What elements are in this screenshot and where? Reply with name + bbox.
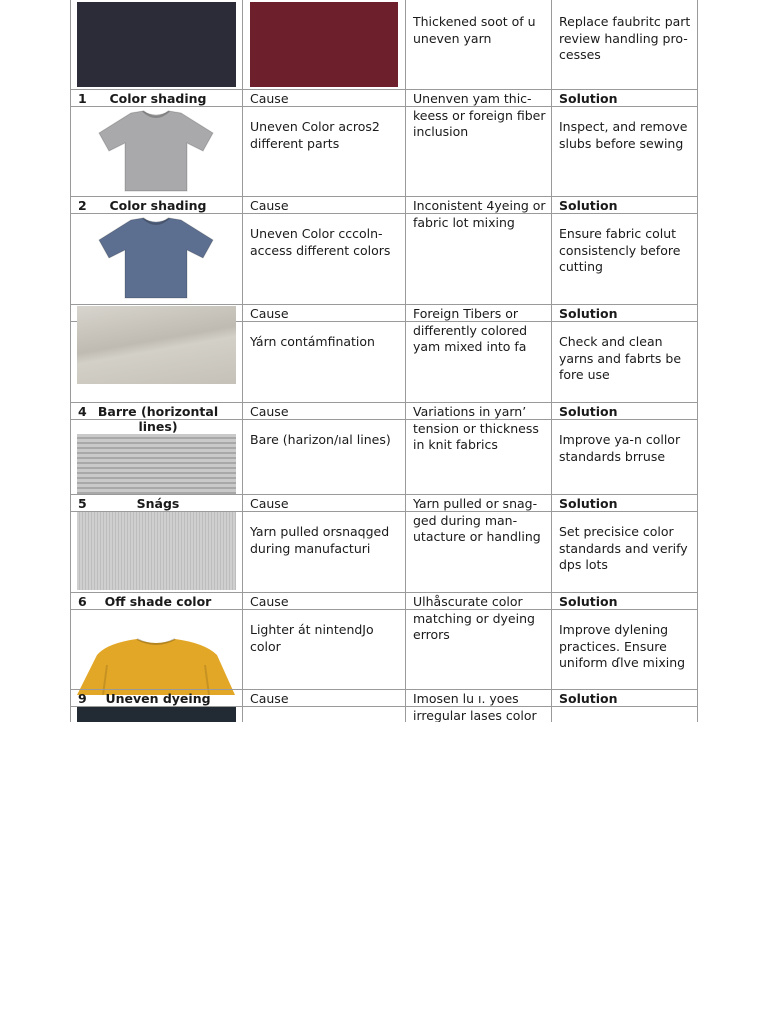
- solution-label: Solution: [559, 198, 618, 213]
- solution-text: Check and clean yarns and fabrts be fore use: [559, 334, 682, 382]
- cause-description: Yárn contámfination: [250, 334, 375, 349]
- cause-label: Cause: [250, 306, 289, 321]
- grey-tshirt-image: [91, 109, 221, 193]
- grey-knit-image: [77, 512, 236, 590]
- top-cause-text: Thickened soot of u uneven yarn: [413, 14, 536, 46]
- cause-explanation: Imosen lu ı. yoes irregular lases color: [413, 691, 537, 723]
- cause-description: Lighter át nintendJo color: [250, 622, 374, 654]
- cause-description: Uneven Color acros2 different parts: [250, 119, 380, 151]
- cause-explanation: Ulhåscurate color matching or dyeing errors: [413, 594, 535, 642]
- cause-description: Bare (harizon/ıal lines): [250, 432, 391, 447]
- table-row: [70, 494, 698, 592]
- defect-title: Off shade color: [104, 594, 212, 609]
- defect-number: 9: [78, 691, 87, 706]
- cause-explanation: Inconistent 4yeing or fabric lot mixing: [413, 198, 546, 230]
- striped-fabric-image: [77, 434, 236, 494]
- table-row: [70, 402, 698, 495]
- defect-number: 2: [78, 198, 87, 213]
- defect-title: Snágs: [136, 496, 180, 511]
- defect-title: Uneven dyeing: [105, 691, 211, 706]
- top-solution-text: Replace faubritc part review handling pro-cesses: [559, 14, 691, 62]
- solution-text: Ensure fabric colut consistencly before cutting: [559, 226, 681, 274]
- solution-label: Solution: [559, 404, 618, 419]
- cause-label: Cause: [250, 691, 289, 706]
- table-row: [70, 592, 698, 690]
- mustard-sweater-image: [77, 625, 235, 695]
- cause-explanation: Foreign Tibers or differently colored yam mixed into fa: [413, 306, 528, 354]
- maroon-fabric-swatch: [250, 2, 398, 87]
- defect-number: 4: [78, 404, 87, 419]
- solution-text: Set precisice color standards and verify dps lots: [559, 524, 688, 572]
- solution-label: Solution: [559, 91, 618, 106]
- table-row-top: [70, 0, 698, 89]
- defect-number: 5: [78, 496, 87, 511]
- defect-title: Color shading: [109, 198, 207, 213]
- solution-text: Improve dylening practices. Ensure uniform ɗlve mixing: [559, 622, 686, 670]
- table-row: [70, 689, 698, 724]
- solution-label: Solution: [559, 496, 618, 511]
- table-row: [70, 196, 698, 304]
- cause-description: Uneven Color cccoln-access different colors: [250, 226, 391, 258]
- cause-label: Cause: [250, 496, 289, 511]
- solution-text: Improve ya-n collor standards brruse: [559, 432, 681, 464]
- defect-number: 1: [78, 91, 87, 106]
- cause-label: Cause: [250, 404, 289, 419]
- defect-number: 6: [78, 594, 87, 609]
- defect-title: Color shading: [109, 91, 207, 106]
- cause-explanation: Yarn pulled or snag-ged during man-utacture or handling: [413, 496, 541, 544]
- table-row: [70, 89, 698, 196]
- cause-description: Yarn pulled orsnaqged during manufacturi: [250, 524, 390, 556]
- solution-text: Inspect, and remove slubs before sewing: [559, 119, 688, 151]
- defect-title: Barre (horizontal lines): [97, 404, 219, 434]
- cause-label: Cause: [250, 91, 289, 106]
- table-row: [70, 304, 698, 402]
- cause-label: Cause: [250, 594, 289, 609]
- defects-table: [70, 0, 698, 724]
- solution-label: Solution: [559, 306, 618, 321]
- cause-explanation: Unenven yam thic-keess or foreign fiber inclusion: [413, 91, 546, 139]
- blue-tshirt-image: [91, 216, 221, 300]
- cause-explanation: Variations in yarn’ tension or thickness in knit fabrics: [413, 404, 539, 452]
- beige-fabric-image: [77, 306, 236, 384]
- cause-label: Cause: [250, 198, 289, 213]
- solution-label: Solution: [559, 691, 618, 706]
- solution-label: Solution: [559, 594, 618, 609]
- dark-navy-fabric-swatch: [77, 2, 236, 87]
